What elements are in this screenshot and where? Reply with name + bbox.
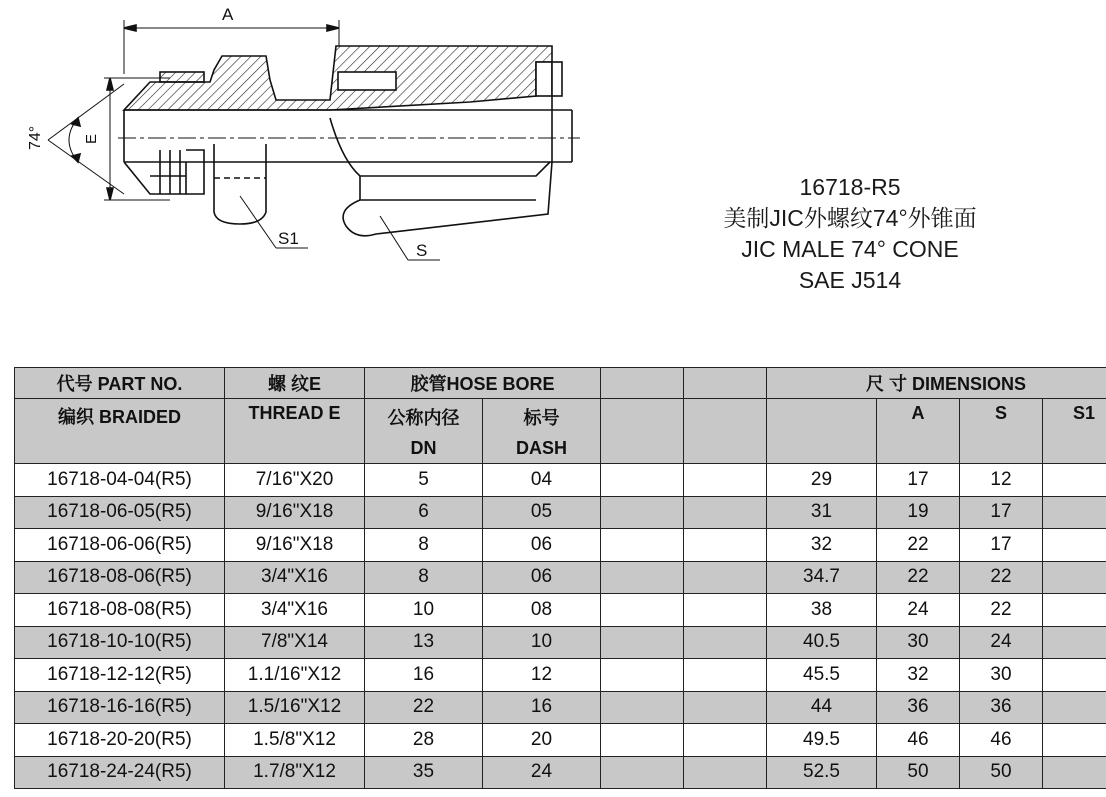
cell-dim-s: 30: [877, 626, 960, 659]
cell-blank: [684, 756, 767, 789]
cell-dim-a: 29: [767, 464, 877, 497]
header-blank: [601, 399, 684, 464]
cell-dim-s: 46: [877, 724, 960, 757]
cell-part-no: 16718-24-24(R5): [15, 756, 225, 789]
cell-dn: 22: [365, 691, 483, 724]
cell-dim-a: 44: [767, 691, 877, 724]
cell-blank: [684, 691, 767, 724]
cell-dim-a: 52.5: [767, 756, 877, 789]
header-dim-s: S: [960, 399, 1043, 464]
cell-blank: [1043, 659, 1106, 692]
cell-blank: [601, 626, 684, 659]
cell-dim-s: 22: [877, 561, 960, 594]
cell-dim-a: 32: [767, 529, 877, 562]
header-dn-cn: 公称内径: [387, 408, 460, 428]
cell-blank: [1043, 561, 1106, 594]
header-dash-cn: 标号: [523, 408, 560, 428]
cell-thread: 1.1/16"X12: [225, 659, 365, 692]
cell-blank: [1043, 691, 1106, 724]
cell-dim-s: 22: [877, 529, 960, 562]
cell-dn: 16: [365, 659, 483, 692]
cell-dim-s1: 22: [960, 594, 1043, 627]
cell-dash: 12: [483, 659, 601, 692]
table-row: [15, 691, 1106, 724]
cell-blank: [1043, 626, 1106, 659]
cell-dn: 28: [365, 724, 483, 757]
header-dn: [365, 399, 483, 464]
cell-dim-s1: 36: [960, 691, 1043, 724]
dim-e-label: E: [83, 133, 100, 144]
cell-dim-s: 19: [877, 496, 960, 529]
cell-dim-s: 50: [877, 756, 960, 789]
cell-dash: 20: [483, 724, 601, 757]
cell-thread: 9/16"X18: [225, 529, 365, 562]
table-row: [15, 496, 1106, 529]
part-name-en: JIC MALE 74° CONE: [741, 236, 959, 262]
cell-blank: [684, 529, 767, 562]
table-row: [15, 756, 1106, 789]
header-part-no: 代号 PART NO.: [15, 368, 225, 399]
cell-blank: [601, 464, 684, 497]
cell-thread: 1.5/8"X12: [225, 724, 365, 757]
cell-thread: 3/4"X16: [225, 594, 365, 627]
header-hose-bore: 胶管HOSE BORE: [365, 368, 601, 399]
cell-dim-s1: 46: [960, 724, 1043, 757]
cell-dash: 06: [483, 529, 601, 562]
cell-dn: 13: [365, 626, 483, 659]
cell-dash: 24: [483, 756, 601, 789]
cell-blank: [1043, 724, 1106, 757]
cell-dash: 10: [483, 626, 601, 659]
header-dim-a: A: [877, 399, 960, 464]
cell-blank: [684, 659, 767, 692]
header-thread: 螺 纹E: [225, 368, 365, 399]
table-body: [15, 464, 1106, 789]
cell-thread: 1.5/16"X12: [225, 691, 365, 724]
cell-dim-s1: 24: [960, 626, 1043, 659]
table-row: [15, 724, 1106, 757]
cell-dash: 16: [483, 691, 601, 724]
cell-part-no: 16718-06-06(R5): [15, 529, 225, 562]
cell-dim-s1: 30: [960, 659, 1043, 692]
cell-dn: 35: [365, 756, 483, 789]
header-dimensions: 尺 寸 DIMENSIONS: [767, 368, 1106, 399]
header-dash: [483, 399, 601, 464]
cell-thread: 1.7/8"X12: [225, 756, 365, 789]
part-name-cn: 美制JIC外螺纹74°外锥面: [723, 205, 977, 231]
cell-blank: [601, 724, 684, 757]
cell-thread: 7/8"X14: [225, 626, 365, 659]
cell-blank: [684, 626, 767, 659]
part-standard: SAE J514: [798, 267, 902, 293]
header-dim-s1: S1: [1043, 399, 1106, 464]
header-thread-e: THREAD E: [225, 399, 365, 464]
cell-dash: 04: [483, 464, 601, 497]
spec-table: [14, 367, 1106, 789]
cell-dash: 05: [483, 496, 601, 529]
callout-s-label: S: [416, 241, 428, 260]
cell-dim-s1: 17: [960, 496, 1043, 529]
header-dash-en: DASH: [515, 438, 567, 458]
table-row: [15, 594, 1106, 627]
header-braided: 编织 BRAIDED: [15, 399, 225, 464]
cell-blank: [1043, 756, 1106, 789]
cell-dim-s: 36: [877, 691, 960, 724]
cell-part-no: 16718-12-12(R5): [15, 659, 225, 692]
cell-dim-a: 38: [767, 594, 877, 627]
cell-dim-s1: 50: [960, 756, 1043, 789]
cell-dim-s1: 17: [960, 529, 1043, 562]
table-row: [15, 464, 1106, 497]
cell-dn: 5: [365, 464, 483, 497]
cell-blank: [601, 529, 684, 562]
cell-dim-s: 32: [877, 659, 960, 692]
table-row: [15, 529, 1106, 562]
cell-dim-a: 40.5: [767, 626, 877, 659]
cell-thread: 7/16"X20: [225, 464, 365, 497]
cell-blank: [601, 756, 684, 789]
cell-blank: [601, 691, 684, 724]
cell-part-no: 16718-08-08(R5): [15, 594, 225, 627]
header-row-1: [15, 368, 1106, 399]
cell-blank: [601, 594, 684, 627]
cell-part-no: 16718-04-04(R5): [15, 464, 225, 497]
angle-label: 74°: [27, 125, 44, 150]
header-blank: [601, 368, 684, 399]
cell-blank: [601, 561, 684, 594]
header-dn-en: DN: [410, 438, 437, 458]
cell-dim-s: 24: [877, 594, 960, 627]
cell-dn: 6: [365, 496, 483, 529]
cell-blank: [1043, 594, 1106, 627]
cell-dim-s1: 22: [960, 561, 1043, 594]
cell-blank: [684, 496, 767, 529]
cell-blank: [684, 464, 767, 497]
cell-part-no: 16718-20-20(R5): [15, 724, 225, 757]
header-row-2: [15, 399, 1106, 464]
cell-blank: [1043, 496, 1106, 529]
cell-blank: [684, 724, 767, 757]
cell-blank: [601, 659, 684, 692]
cell-part-no: 16718-06-05(R5): [15, 496, 225, 529]
header-blank: [767, 399, 877, 464]
cell-dim-s1: 12: [960, 464, 1043, 497]
cell-blank: [1043, 464, 1106, 497]
part-code: 16718-R5: [799, 174, 901, 200]
cell-part-no: 16718-08-06(R5): [15, 561, 225, 594]
cell-blank: [601, 496, 684, 529]
cell-thread: 3/4"X16: [225, 561, 365, 594]
cell-dim-a: 31: [767, 496, 877, 529]
cell-blank: [1043, 529, 1106, 562]
table-row: [15, 659, 1106, 692]
cell-dim-a: 34.7: [767, 561, 877, 594]
cell-part-no: 16718-10-10(R5): [15, 626, 225, 659]
cell-dn: 8: [365, 561, 483, 594]
cell-dim-a: 49.5: [767, 724, 877, 757]
cell-dim-s: 17: [877, 464, 960, 497]
cell-dash: 08: [483, 594, 601, 627]
table-row: [15, 626, 1106, 659]
cell-blank: [684, 561, 767, 594]
fitting-drawing: [0, 0, 600, 300]
cell-dn: 8: [365, 529, 483, 562]
cell-thread: 9/16"X18: [225, 496, 365, 529]
cell-dim-a: 45.5: [767, 659, 877, 692]
header-blank: [684, 368, 767, 399]
cell-dn: 10: [365, 594, 483, 627]
title-block: [690, 172, 1010, 296]
table-row: [15, 561, 1106, 594]
header-blank: [684, 399, 767, 464]
cell-part-no: 16718-16-16(R5): [15, 691, 225, 724]
callout-s1-label: S1: [278, 229, 299, 248]
cell-dash: 06: [483, 561, 601, 594]
cell-blank: [684, 594, 767, 627]
dim-a-label: A: [222, 5, 234, 24]
